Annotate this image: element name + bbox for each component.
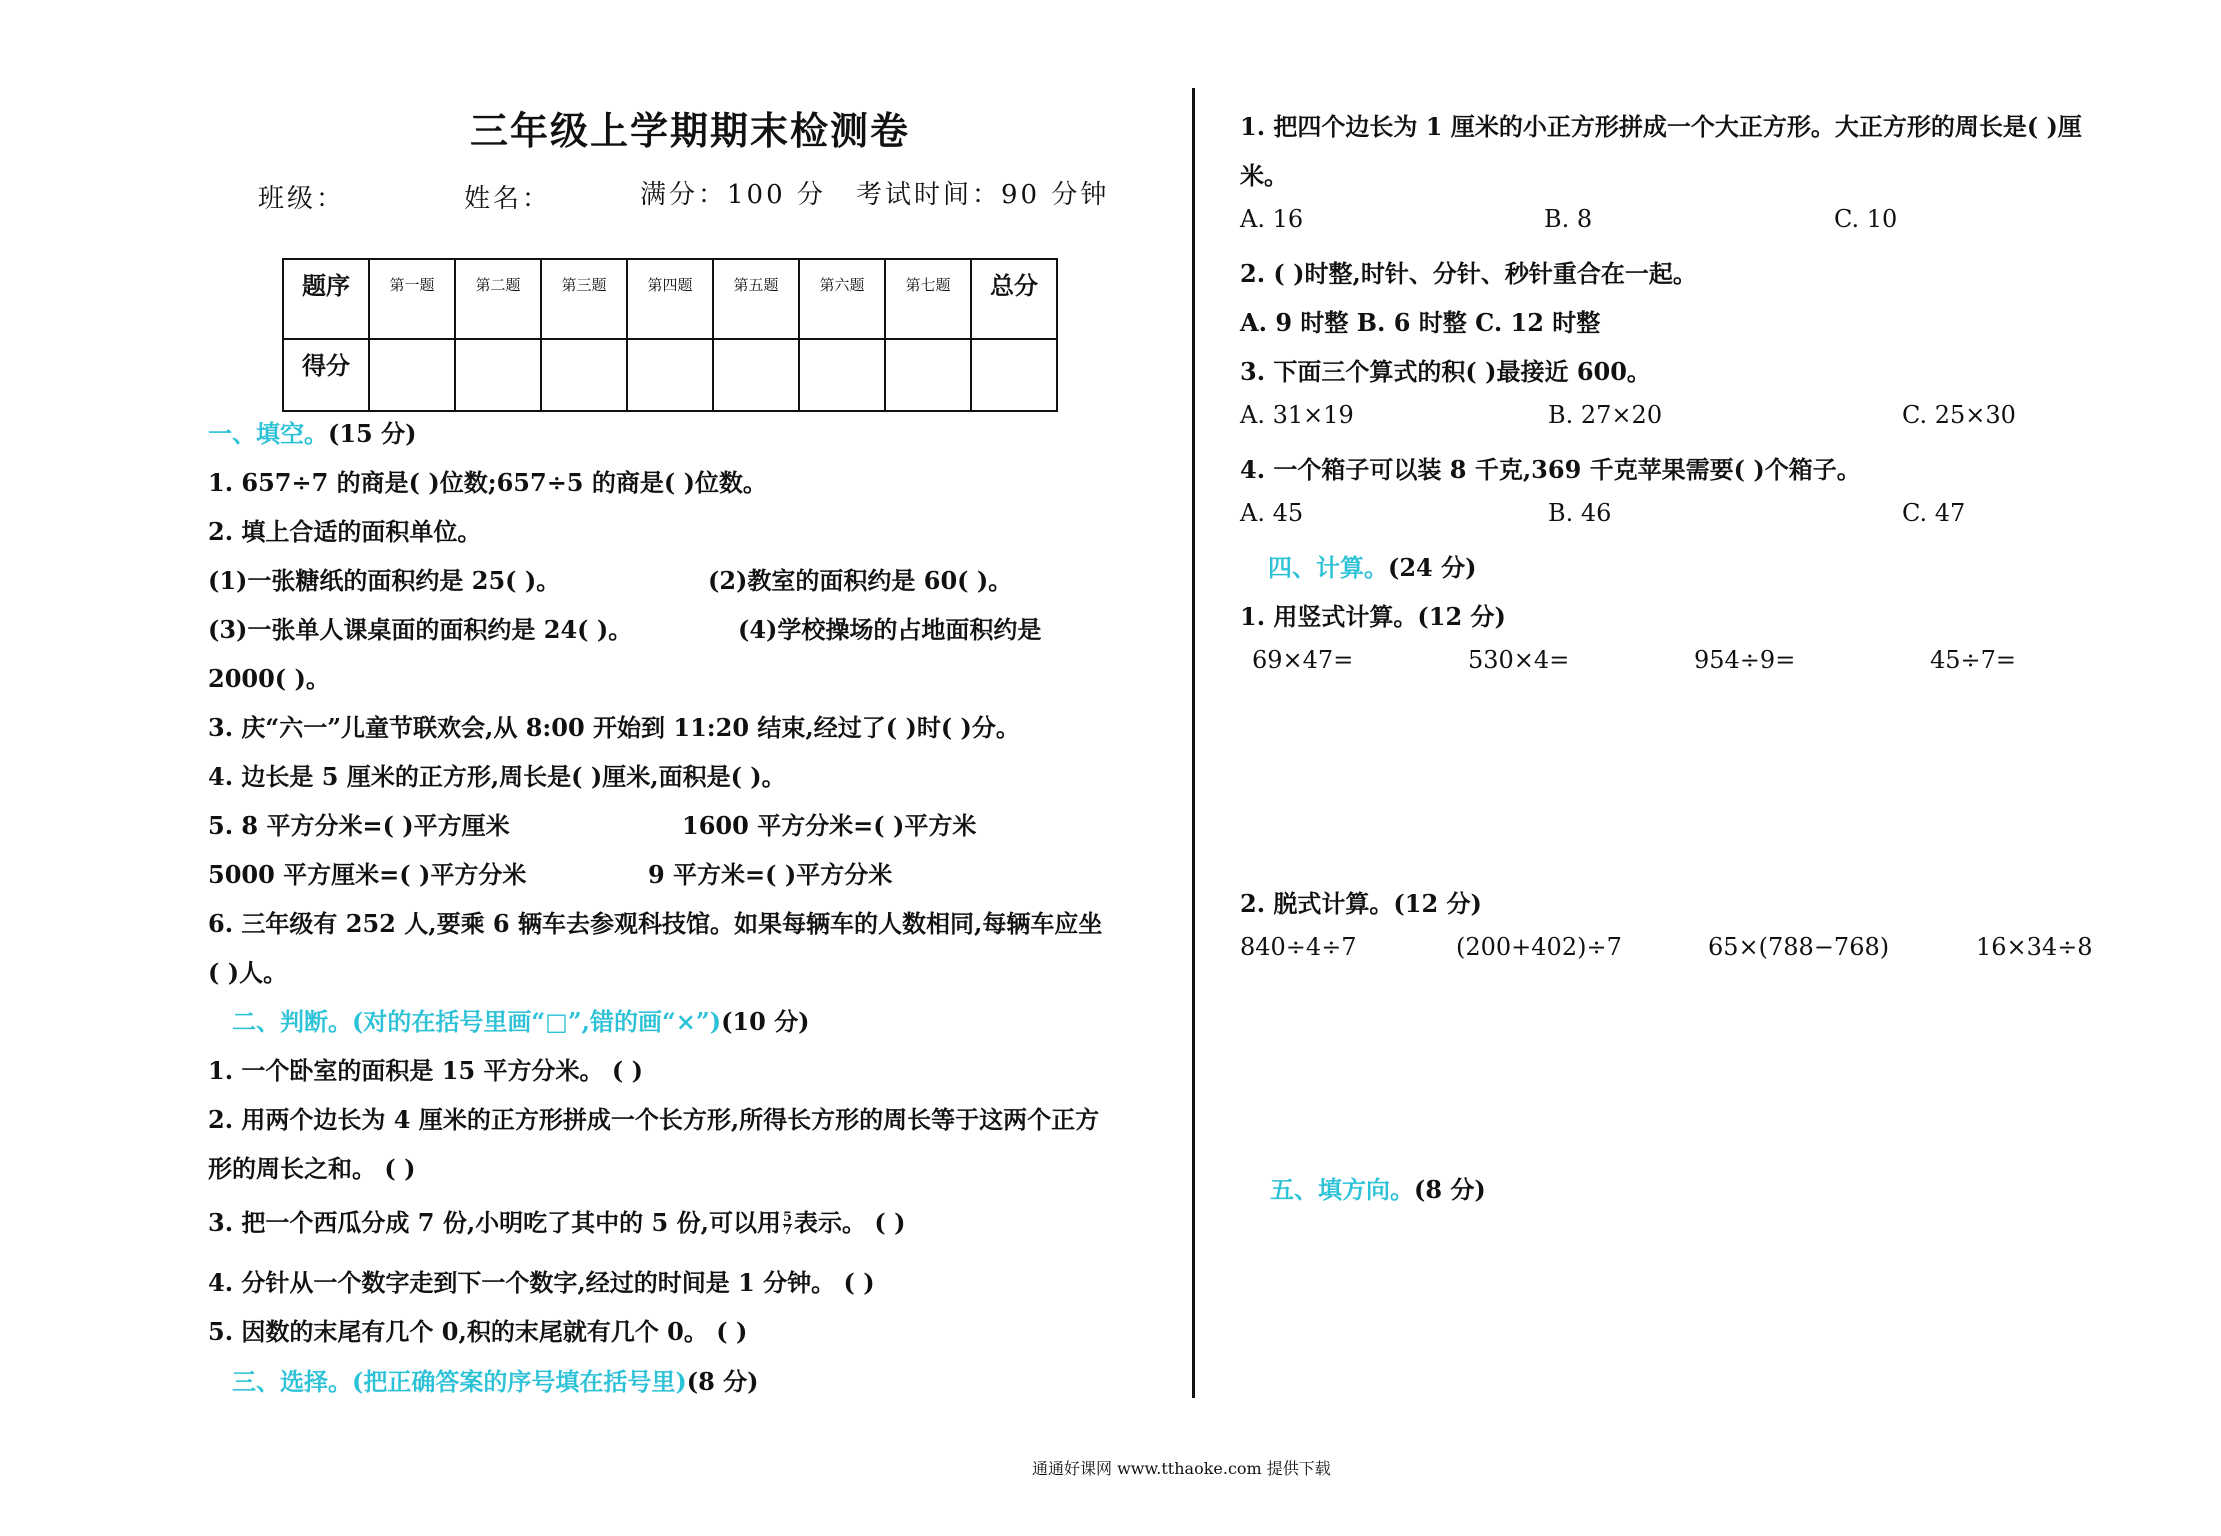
section-title: 一、填空。 bbox=[208, 419, 328, 448]
score-table-cell: 第三题 bbox=[541, 259, 627, 339]
calc-item: 45÷7= bbox=[1930, 646, 2017, 674]
footer-source: 通通好课网 www.tthaoke.com 提供下载 bbox=[1032, 1459, 1331, 1478]
question-part: 表示。 ( ) bbox=[794, 1208, 906, 1237]
score-input-cell[interactable] bbox=[369, 339, 455, 411]
question-text: 2. 脱式计算。(12 分) bbox=[1240, 889, 1482, 918]
score-table-cell: 总分 bbox=[971, 259, 1057, 339]
question-text: 3. 庆“六一”儿童节联欢会,从 8:00 开始到 11:20 结束,经过了( )时( )分。 bbox=[208, 713, 1020, 742]
score-input-cell[interactable] bbox=[627, 339, 713, 411]
section-3-heading bbox=[232, 1362, 758, 1397]
question-text: 4. 分针从一个数字走到下一个数字,经过的时间是 1 分钟。 ( ) bbox=[208, 1268, 875, 1297]
score-table-score-row bbox=[283, 339, 1057, 411]
section-1-heading bbox=[208, 414, 416, 449]
option-text: B. 8 bbox=[1544, 205, 1593, 233]
question-text: 2. ( )时整,时针、分针、秒针重合在一起。 bbox=[1240, 259, 1697, 288]
score-table bbox=[282, 258, 1058, 412]
option-text: B. 46 bbox=[1548, 499, 1612, 527]
section-title: 五、填方向。 bbox=[1270, 1175, 1414, 1204]
calc-item: 530×4= bbox=[1468, 646, 1570, 674]
question-text: 5000 平方厘米=( )平方分米 bbox=[208, 860, 527, 889]
question-text: 1. 657÷7 的商是( )位数;657÷5 的商是( )位数。 bbox=[208, 468, 767, 497]
question-text bbox=[208, 1203, 905, 1238]
full-score: 满分：100 分 bbox=[640, 180, 826, 210]
section-title: 二、判断。(对的在括号里画“□”,错的画“×”) bbox=[232, 1007, 722, 1036]
section-5-heading bbox=[1270, 1170, 1486, 1205]
fraction-numerator: 5 bbox=[782, 1210, 792, 1225]
score-input-cell[interactable] bbox=[455, 339, 541, 411]
section-points: (24 分) bbox=[1388, 553, 1477, 582]
name-label: 姓名： bbox=[464, 184, 552, 214]
question-text: (1)一张糖纸的面积约是 25( )。 bbox=[208, 566, 561, 595]
exam-time: 考试时间：90 分钟 bbox=[856, 180, 1110, 210]
question-text: 5. 8 平方分米=( )平方厘米 bbox=[208, 811, 510, 840]
question-text: 2. 用两个边长为 4 厘米的正方形拼成一个长方形,所得长方形的周长等于这两个正方 bbox=[208, 1105, 1100, 1134]
question-part: 3. 把一个西瓜分成 7 份,小明吃了其中的 5 份,可以用 bbox=[208, 1208, 781, 1237]
question-text: (2)教室的面积约是 60( )。 bbox=[708, 566, 1013, 595]
score-input-cell[interactable] bbox=[885, 339, 971, 411]
question-text: (3)一张单人课桌面的面积约是 24( )。 bbox=[208, 615, 633, 644]
page-title: 三年级上学期期末检测卷 bbox=[470, 108, 911, 153]
question-text: 2000( )。 bbox=[208, 664, 330, 693]
question-text: 形的周长之和。 ( ) bbox=[208, 1154, 416, 1183]
score-input-cell[interactable] bbox=[799, 339, 885, 411]
fraction-denominator: 7 bbox=[782, 1223, 792, 1238]
score-table-header-row bbox=[283, 259, 1057, 339]
question-text: 米。 bbox=[1240, 161, 1288, 190]
question-text: 6. 三年级有 252 人,要乘 6 辆车去参观科技馆。如果每辆车的人数相同,每辆车应坐 bbox=[208, 909, 1103, 938]
option-text: A. 45 bbox=[1240, 499, 1304, 527]
calc-item: 954÷9= bbox=[1694, 646, 1796, 674]
question-text: 1. 用竖式计算。(12 分) bbox=[1240, 602, 1506, 631]
column-divider bbox=[1192, 88, 1195, 1398]
section-title: 四、计算。 bbox=[1268, 553, 1388, 582]
calc-item: (200+402)÷7 bbox=[1456, 933, 1622, 961]
question-text: 9 平方米=( )平方分米 bbox=[648, 860, 893, 889]
calc-item: 69×47= bbox=[1252, 646, 1354, 674]
question-text: 4. 一个箱子可以装 8 千克,369 千克苹果需要( )个箱子。 bbox=[1240, 455, 1861, 484]
option-text: C. 47 bbox=[1902, 499, 1966, 527]
option-text: B. 27×20 bbox=[1548, 401, 1663, 429]
score-table-cell: 第七题 bbox=[885, 259, 971, 339]
section-2-heading bbox=[232, 1002, 810, 1037]
calc-item: 840÷4÷7 bbox=[1240, 933, 1357, 961]
class-label: 班级： bbox=[258, 184, 346, 214]
option-text: A. 16 bbox=[1240, 205, 1304, 233]
score-table-cell: 第二题 bbox=[455, 259, 541, 339]
score-input-cell[interactable] bbox=[713, 339, 799, 411]
question-text: 1600 平方分米=( )平方米 bbox=[682, 811, 977, 840]
question-text: 2. 填上合适的面积单位。 bbox=[208, 517, 482, 546]
section-title: 三、选择。(把正确答案的序号填在括号里) bbox=[232, 1367, 687, 1396]
question-text: (4)学校操场的占地面积约是 bbox=[738, 615, 1042, 644]
question-text: 4. 边长是 5 厘米的正方形,周长是( )厘米,面积是( )。 bbox=[208, 762, 786, 791]
score-table-cell: 第一题 bbox=[369, 259, 455, 339]
option-text: C. 10 bbox=[1834, 205, 1898, 233]
score-table-cell: 第六题 bbox=[799, 259, 885, 339]
calc-item: 16×34÷8 bbox=[1976, 933, 2093, 961]
section-points: (8 分) bbox=[1414, 1175, 1486, 1204]
score-table-cell: 得分 bbox=[283, 339, 369, 411]
section-points: (15 分) bbox=[328, 419, 417, 448]
score-input-cell[interactable] bbox=[971, 339, 1057, 411]
score-table-cell: 题序 bbox=[283, 259, 369, 339]
score-table-cell: 第五题 bbox=[713, 259, 799, 339]
score-input-cell[interactable] bbox=[541, 339, 627, 411]
calc-item: 65×(788−768) bbox=[1708, 933, 1890, 961]
option-text: A. 9 时整 B. 6 时整 C. 12 时整 bbox=[1240, 308, 1601, 337]
option-text: A. 31×19 bbox=[1240, 401, 1354, 429]
question-text: 5. 因数的末尾有几个 0,积的末尾就有几个 0。 ( ) bbox=[208, 1317, 748, 1346]
section-points: (10 分) bbox=[721, 1007, 810, 1036]
section-points: (8 分) bbox=[686, 1367, 759, 1396]
question-text: 3. 下面三个算式的积( )最接近 600。 bbox=[1240, 357, 1651, 386]
score-table-cell: 第四题 bbox=[627, 259, 713, 339]
question-text: 1. 把四个边长为 1 厘米的小正方形拼成一个大正方形。大正方形的周长是( )厘 bbox=[1240, 112, 2082, 141]
option-text: C. 25×30 bbox=[1902, 401, 2016, 429]
question-text: ( )人。 bbox=[208, 958, 288, 987]
section-4-heading bbox=[1268, 548, 1476, 583]
question-text: 1. 一个卧室的面积是 15 平方分米。 ( ) bbox=[208, 1056, 643, 1085]
fraction bbox=[783, 1212, 792, 1237]
